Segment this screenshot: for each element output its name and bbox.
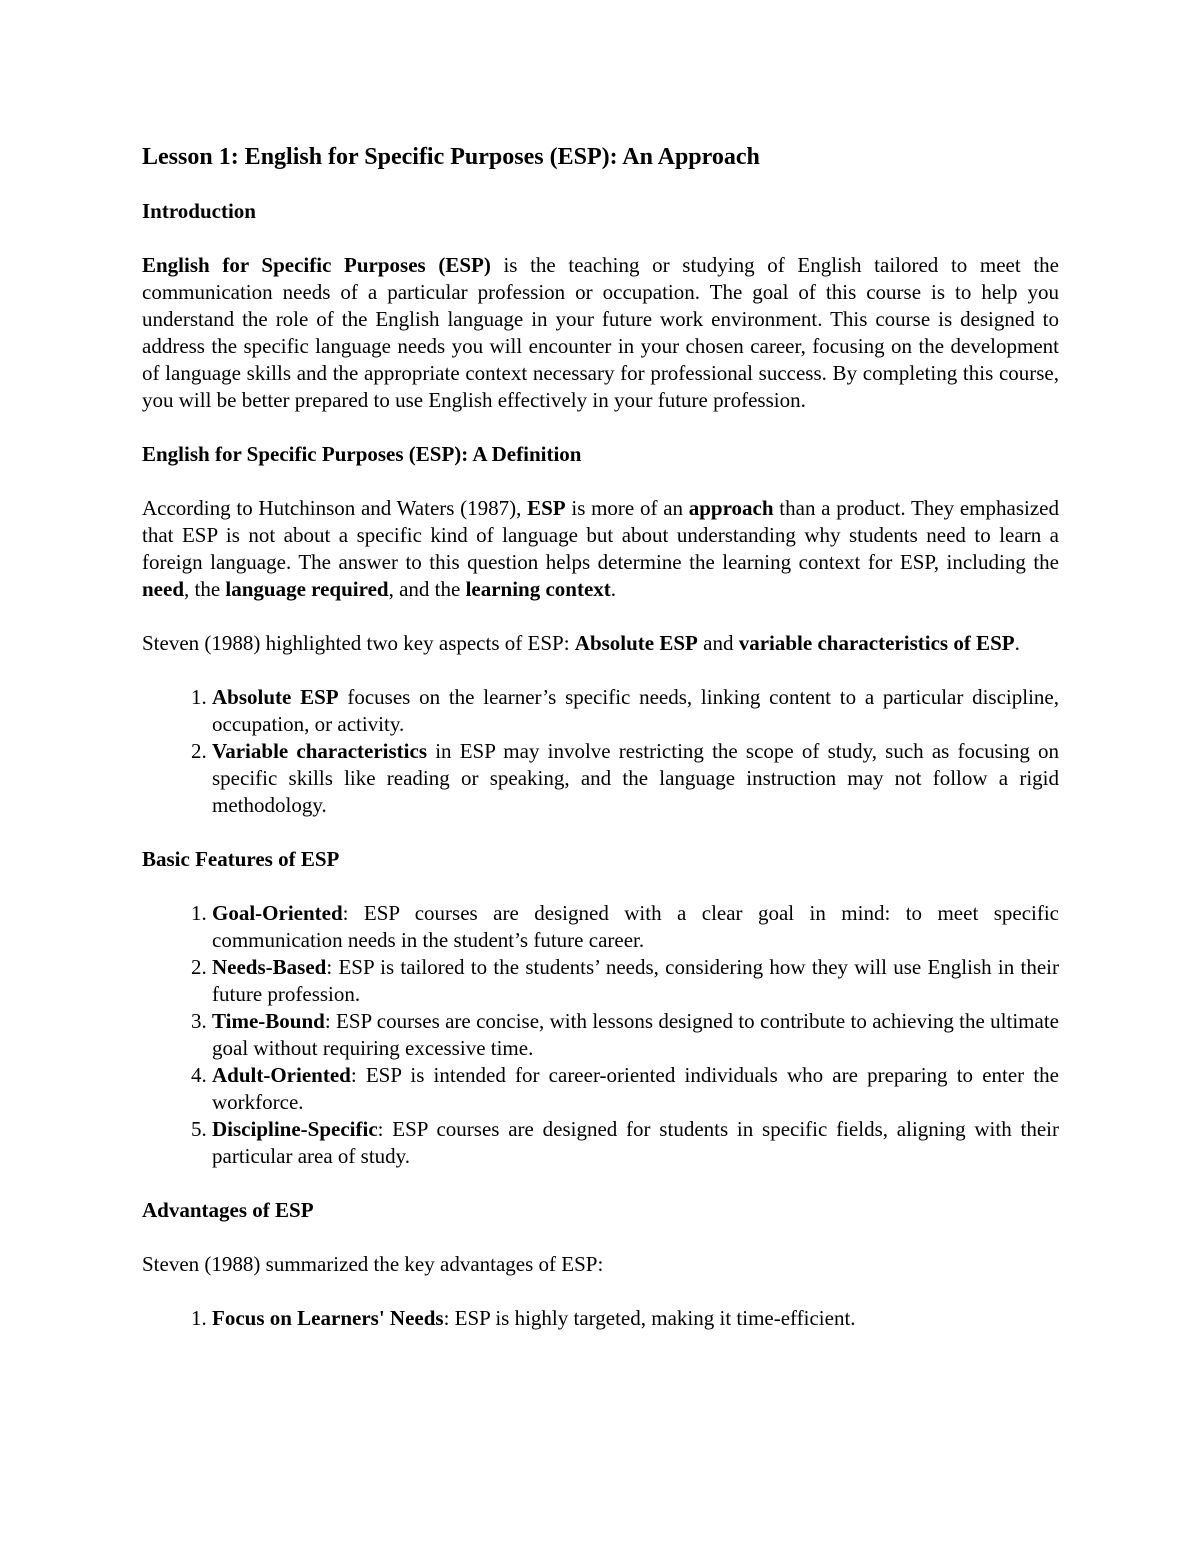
- bold-span: Absolute ESP: [574, 631, 698, 655]
- list-item: [212, 738, 1059, 819]
- list-item-text: : ESP courses are designed with a clear goal in mind: to meet specific communication needs in the student’s future career.: [212, 901, 1059, 952]
- list-item: [212, 1305, 1059, 1332]
- list-item: [212, 1008, 1059, 1062]
- text-span: , the: [184, 577, 226, 601]
- list-item-text: : ESP is tailored to the students’ needs, considering how they will use English in their future profession.: [212, 955, 1059, 1006]
- advantages-intro: Steven (1988) summarized the key advantages of ESP:: [142, 1252, 604, 1276]
- list-item: [212, 900, 1059, 954]
- list-item-text: : ESP courses are designed for students in specific fields, aligning with their particular area of study.: [212, 1117, 1059, 1168]
- list-item-term: Needs-Based: [212, 955, 327, 979]
- intro-heading: Introduction: [142, 199, 256, 223]
- list-item-text: in ESP may involve restricting the scope of study, such as focusing on specific skills like reading or speaking, and the language instruction may not follow a rigid methodology.: [212, 739, 1059, 817]
- text-span: and: [697, 631, 739, 655]
- list-item-text: : ESP courses are concise, with lessons designed to contribute to achieving the ultimate goal without requiring excessive time.: [212, 1009, 1059, 1060]
- list-item-text: : ESP is highly targeted, making it time-efficient.: [443, 1306, 856, 1330]
- text-span: , and the: [388, 577, 466, 601]
- intro-bold-lead: English for Specific Purposes (ESP): [142, 253, 491, 277]
- list-item-term: Variable characteristics: [212, 739, 428, 763]
- list-item: [212, 954, 1059, 1008]
- list-item-term: Goal-Oriented: [212, 901, 343, 925]
- intro-paragraph: [142, 252, 1059, 414]
- bold-span: need: [142, 577, 184, 601]
- bold-span: approach: [688, 496, 774, 520]
- list-item-text: focuses on the learner’s specific needs, linking content to a particular discipline, occupation, or activity.: [212, 685, 1059, 736]
- definition-heading: English for Specific Purposes (ESP): A Definition: [142, 442, 582, 466]
- list-item-term: Focus on Learners' Needs: [212, 1306, 444, 1330]
- text-span: .: [610, 577, 617, 601]
- list-item-term: Adult-Oriented: [212, 1063, 351, 1087]
- text-span: Steven (1988) highlighted two key aspects of ESP:: [142, 631, 575, 655]
- aspects-list: [142, 684, 1059, 819]
- bold-span: variable characteristics of ESP: [738, 631, 1015, 655]
- list-item-term: Absolute ESP: [212, 685, 339, 709]
- advantages-heading: Advantages of ESP: [142, 1198, 314, 1222]
- document-page: [142, 140, 1059, 1359]
- definition-paragraph-2: [142, 630, 1059, 657]
- list-item-text: : ESP is intended for career-oriented individuals who are preparing to enter the workforce.: [212, 1063, 1059, 1114]
- text-span: .: [1014, 631, 1020, 655]
- list-item: [212, 1116, 1059, 1170]
- document-title: Lesson 1: English for Specific Purposes (ESP): An Approach: [142, 144, 760, 170]
- advantages-list: [142, 1305, 1059, 1332]
- intro-text: is the teaching or studying of English tailored to meet the communication needs of a particular profession or occupation. The goal of this course is to help you understand the role of the English language in your future work environment. This course is designed to address the specific language needs you will encounter in your chosen career, focusing on the development of language skills and the appropriate context necessary for professional success. By completing this course, you will be better prepared to use English effectively in your future profession.: [142, 253, 1060, 412]
- definition-paragraph-1: [142, 495, 1059, 603]
- bold-span: learning context: [465, 577, 611, 601]
- list-item-term: Discipline-Specific: [212, 1117, 378, 1141]
- text-span: is more of an: [565, 496, 689, 520]
- text-span: According to Hutchinson and Waters (1987),: [142, 496, 528, 520]
- list-item-term: Time-Bound: [212, 1009, 325, 1033]
- text-span: than a product. They emphasized that ESP is not about a specific kind of language but about understanding why students need to learn a foreign language. The answer to this question helps determine the learning context for ESP, including the: [142, 496, 1059, 574]
- bold-span: ESP: [527, 496, 566, 520]
- list-item: [212, 1062, 1059, 1116]
- list-item: [212, 684, 1059, 738]
- features-heading: Basic Features of ESP: [142, 847, 340, 871]
- bold-span: language required: [225, 577, 389, 601]
- features-list: [142, 900, 1059, 1170]
